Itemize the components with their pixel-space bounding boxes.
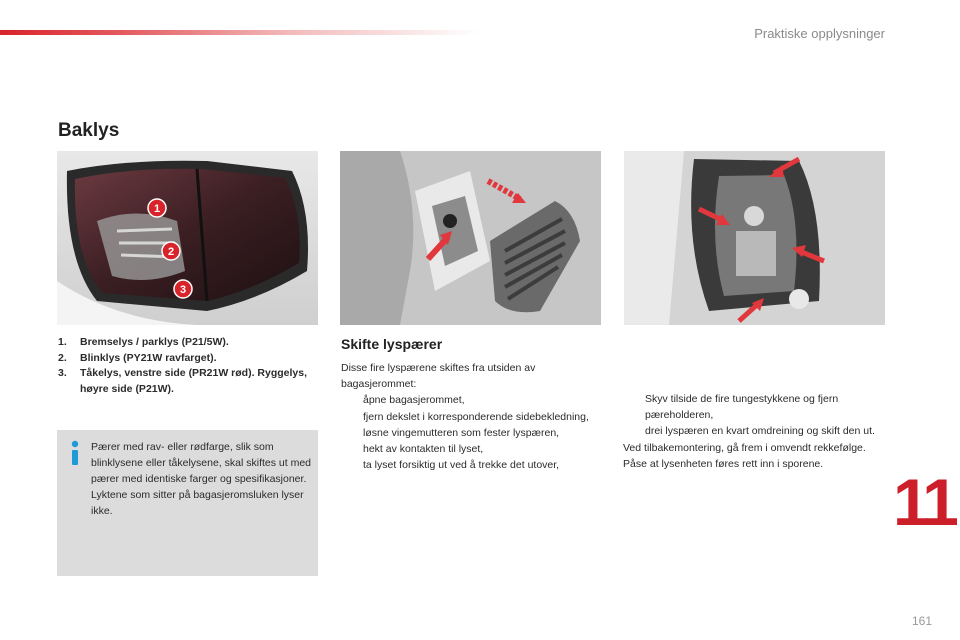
list-number: 1. [58, 336, 67, 348]
list-item [341, 409, 606, 425]
callout-3: 3 [179, 284, 187, 296]
instructions-column-2 [341, 360, 606, 473]
info-text-2: Lyktene som sitter på bagasjeromsluken lyser ikke. [91, 489, 304, 517]
list-item [58, 335, 328, 351]
list-item [58, 366, 328, 397]
step-list [341, 392, 606, 473]
list-item [341, 425, 606, 441]
list-text: Tåkelys, venstre side (PR21W rød). Ryggelys, høyre side (P21W). [80, 367, 308, 395]
step-list [623, 391, 888, 440]
list-item [623, 423, 888, 439]
bulb-list [58, 335, 328, 397]
step-text: drei lyspæren en kvart omdreining og skift den ut. [645, 425, 875, 438]
step-text: Skyv tilside de fire tungestykkene og fjern pæreholderen, [645, 393, 839, 422]
subsection-title: Skifte lyspærer [341, 336, 443, 352]
step-text: åpne bagasjerommet, [363, 394, 465, 407]
chapter-number: 11 [893, 465, 955, 539]
page-number: 161 [912, 614, 933, 628]
reassembly-text: Ved tilbakemontering, gå frem i omvendt rekkefølge. [623, 441, 866, 454]
intro-text: Disse fire lyspærene skiftes fra utsiden av bagasjerommet: [341, 362, 536, 391]
step-text: hekt av kontakten til lyset, [363, 443, 484, 456]
info-text-1: Pærer med rav- eller rødfarge, slik som blinklysene eller tåkelysene, skal skiftes ut med pærer med identiske farger og spesifikasjoner. [91, 441, 312, 485]
step-text: fjern dekslet i korresponderende sidebekledning, [363, 410, 589, 423]
step-text: ta lyset forsiktig ut ved å trekke det utover, [363, 459, 560, 472]
callout-2: 2 [167, 246, 175, 258]
lamp-holder-photo [624, 151, 885, 325]
alignment-text: Påse at lysenheten føres rett inn i sporene. [623, 457, 824, 470]
step-text: løsne vingemutteren som fester lyspæren, [363, 426, 560, 439]
list-number: 3. [58, 367, 67, 379]
list-item [341, 441, 606, 457]
list-item [58, 351, 328, 367]
header-accent-bar [0, 30, 480, 35]
callout-1: 1 [153, 203, 161, 215]
list-item [341, 457, 606, 473]
info-icon [67, 440, 83, 466]
header-title: Praktiske opplysninger [754, 26, 885, 41]
list-text: Bremselys / parklys (P21/5W). [80, 336, 229, 348]
rear-lamp-photo [57, 151, 318, 325]
section-title: Baklys [58, 120, 120, 141]
info-box [57, 430, 318, 576]
list-text: Blinklys (PY21W ravfarget). [80, 351, 217, 364]
list-item [623, 391, 888, 423]
instructions-column-3 [623, 391, 888, 472]
trim-cover-photo [340, 151, 601, 325]
list-number: 2. [58, 351, 67, 364]
list-item [341, 392, 606, 408]
